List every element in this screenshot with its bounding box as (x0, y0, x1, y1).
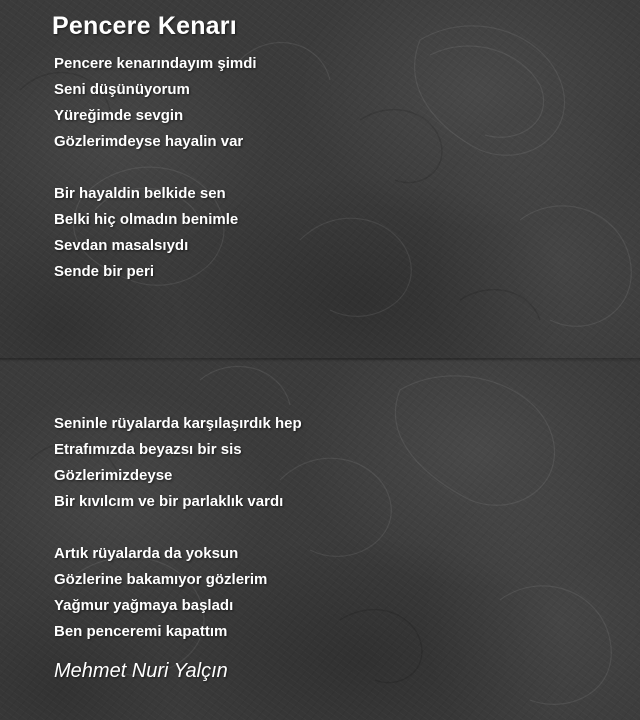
poem-line: Belki hiç olmadın benimle (54, 211, 239, 228)
poem-line: Seninle rüyalarda karşılaşırdık hep (54, 415, 302, 432)
poem-line: Artık rüyalarda da yoksun (54, 545, 239, 562)
poem-line: Pencere kenarındayım şimdi (54, 55, 257, 72)
panel-divider (0, 358, 640, 362)
poem-line: Etrafımızda beyazsı bir sis (54, 441, 242, 458)
poem-line: Yüreğimde sevgin (54, 107, 184, 124)
stanza-3 (54, 411, 302, 515)
poem-author: Mehmet Nuri Yalçın (54, 660, 228, 682)
poem-line: Bir hayaldin belkide sen (54, 185, 226, 202)
poem-line: Seni düşünüyorum (54, 81, 190, 98)
poem-line: Yağmur yağmaya başladı (54, 597, 234, 614)
poem-line: Sevdan masalsıydı (54, 237, 189, 254)
stanza-2 (54, 181, 238, 285)
poem-line: Gözlerine bakamıyor gözlerim (54, 571, 268, 588)
poem-title: Pencere Kenarı (52, 12, 237, 40)
poem-line: Ben penceremi kapattım (54, 623, 228, 640)
poem-line: Sende bir peri (54, 263, 155, 280)
stanza-4 (54, 541, 267, 645)
poem-line: Bir kıvılcım ve bir parlaklık vardı (54, 493, 284, 510)
poem-line: Gözlerimizdeyse (54, 467, 173, 484)
stanza-1 (54, 51, 257, 155)
poem-line: Gözlerimdeyse hayalin var (54, 133, 244, 150)
